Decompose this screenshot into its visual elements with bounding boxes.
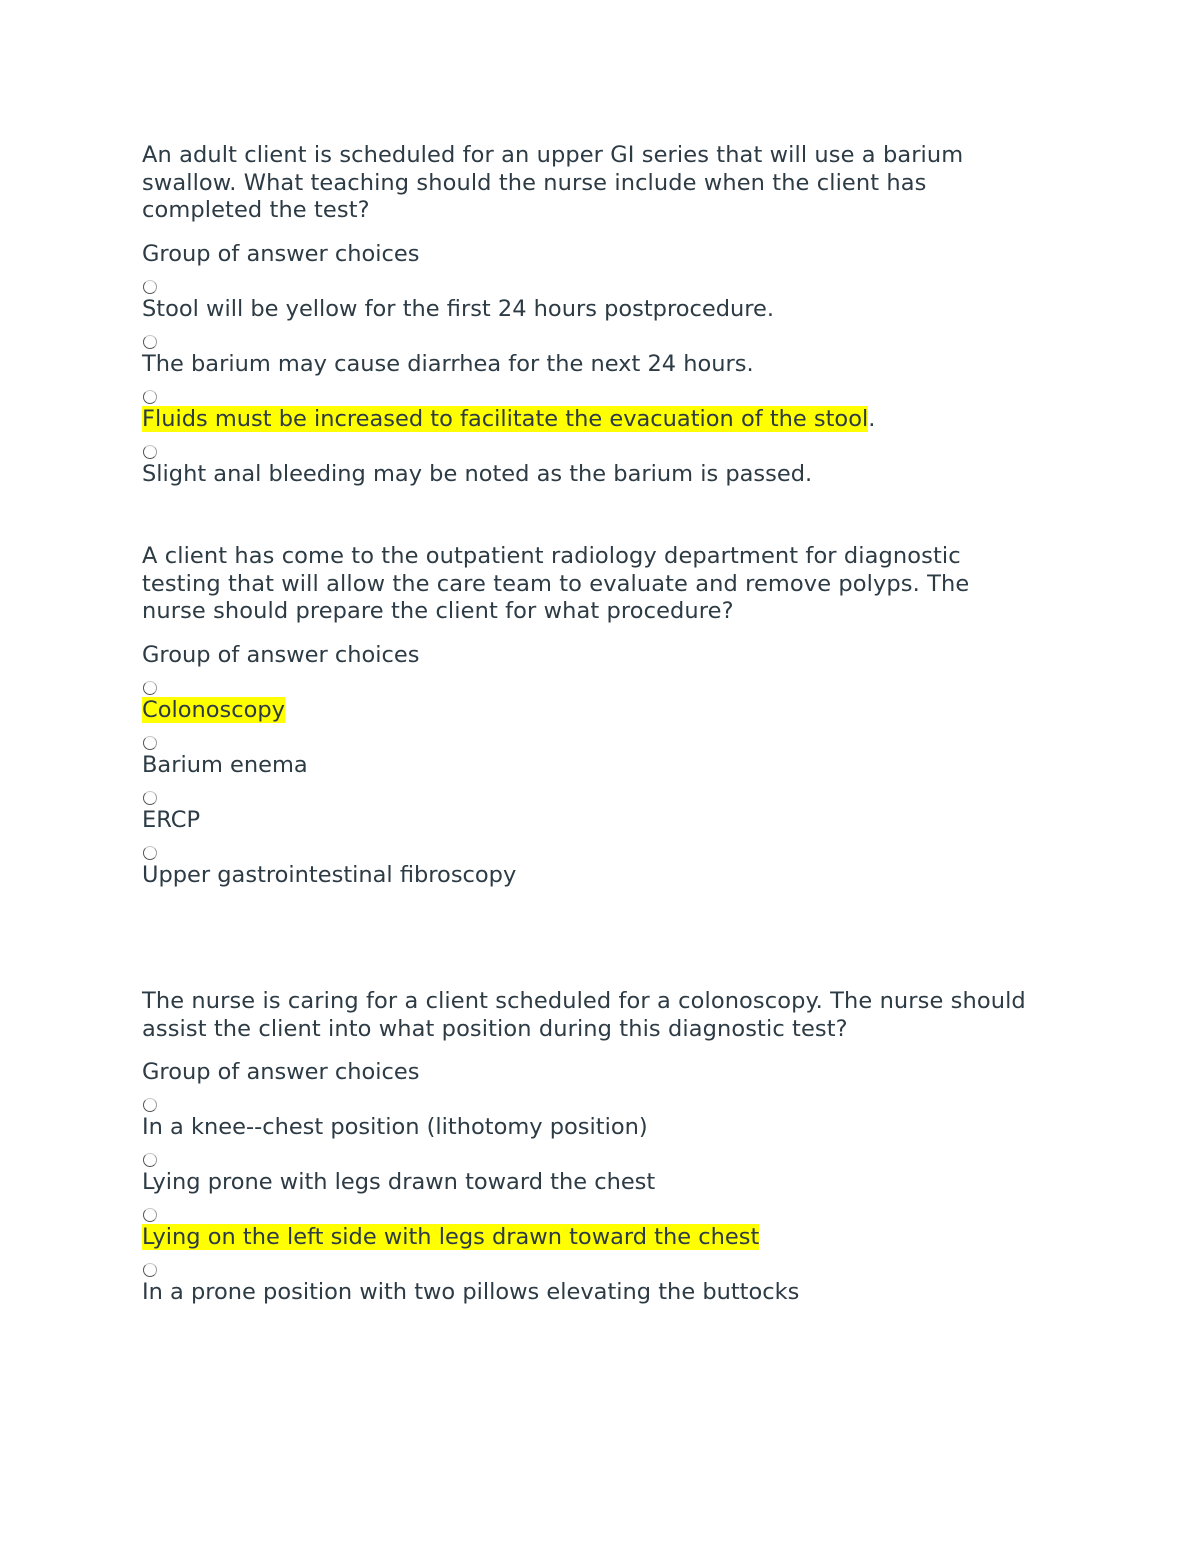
answer-group-label: Group of answer choices xyxy=(142,1059,420,1085)
answer-choice[interactable] xyxy=(142,445,1082,489)
answer-choice[interactable] xyxy=(142,1153,1082,1197)
question-1 xyxy=(142,142,1082,489)
question-3 xyxy=(142,988,1082,1307)
answer-suffix: . xyxy=(868,405,876,432)
answer-choice-label: In a knee--chest position (lithotomy position) xyxy=(142,1114,648,1140)
question-text-line: swallow. What teaching should the nurse include when the client has xyxy=(142,169,927,196)
question-text-line: completed the test? xyxy=(142,197,370,223)
question-text-line: The nurse is caring for a client scheduled for a colonoscopy. The nurse should xyxy=(142,988,1026,1014)
highlighted-answer-text: Lying on the left side with legs drawn toward the chest xyxy=(142,1224,760,1250)
answer-choice-highlighted[interactable] xyxy=(142,1208,1082,1252)
answer-choice-highlighted[interactable] xyxy=(142,390,1082,434)
answer-group-label: Group of answer choices xyxy=(142,240,420,267)
question-text-line: testing that will allow the care team to evaluate and remove polyps. The xyxy=(142,570,970,597)
question-text-line: assist the client into what position during this diagnostic test? xyxy=(142,1015,848,1042)
radio-button[interactable] xyxy=(143,1098,157,1112)
answer-choice-label: Lying prone with legs drawn toward the chest xyxy=(142,1169,656,1195)
answer-choice-label: In a prone position with two pillows elevating the buttocks xyxy=(142,1279,800,1305)
answer-choice-label: Barium enema xyxy=(142,751,308,778)
answer-choice[interactable] xyxy=(142,280,1082,324)
answer-group-label: Group of answer choices xyxy=(142,641,420,668)
answer-choice-highlighted[interactable] xyxy=(142,681,1082,725)
question-2-text xyxy=(142,543,1082,626)
question-1-text xyxy=(142,142,1082,225)
question-2 xyxy=(142,543,1082,890)
answer-choice-label: The barium may cause diarrhea for the next 24 hours. xyxy=(142,350,754,377)
answer-choice-label xyxy=(142,696,285,725)
radio-button[interactable] xyxy=(143,736,157,750)
radio-button[interactable] xyxy=(143,681,157,695)
question-text-line: A client has come to the outpatient radiology department for diagnostic xyxy=(142,543,961,569)
answer-choice-label: ERCP xyxy=(142,806,201,833)
radio-button[interactable] xyxy=(143,791,157,805)
answer-choice[interactable] xyxy=(142,335,1082,379)
answer-choice[interactable] xyxy=(142,1098,1082,1142)
radio-button[interactable] xyxy=(143,445,157,459)
highlighted-answer-text: Fluids must be increased to facilitate the evacuation of the stool xyxy=(142,405,869,432)
answer-choice-label: Stool will be yellow for the first 24 hours postprocedure. xyxy=(142,295,774,322)
question-text-line: An adult client is scheduled for an upper GI series that will use a barium xyxy=(142,142,964,168)
radio-button[interactable] xyxy=(143,335,157,349)
answer-choice[interactable] xyxy=(142,736,1082,780)
answer-choice[interactable] xyxy=(142,1263,1082,1307)
highlighted-answer-text: Colonoscopy xyxy=(142,696,285,723)
question-text-line: nurse should prepare the client for what procedure? xyxy=(142,598,734,624)
answer-choice-label xyxy=(142,1223,759,1252)
radio-button[interactable] xyxy=(143,280,157,294)
radio-button[interactable] xyxy=(143,1153,157,1167)
radio-button[interactable] xyxy=(143,846,157,860)
radio-button[interactable] xyxy=(143,1208,157,1222)
question-3-text xyxy=(142,988,1082,1043)
radio-button[interactable] xyxy=(143,1263,157,1277)
answer-choice[interactable] xyxy=(142,846,1082,890)
answer-choice[interactable] xyxy=(142,791,1082,835)
answer-choice-label: Upper gastrointestinal fibroscopy xyxy=(142,861,517,888)
answer-choice-label xyxy=(142,405,875,434)
radio-button[interactable] xyxy=(143,390,157,404)
answer-choice-label: Slight anal bleeding may be noted as the barium is passed. xyxy=(142,460,813,487)
